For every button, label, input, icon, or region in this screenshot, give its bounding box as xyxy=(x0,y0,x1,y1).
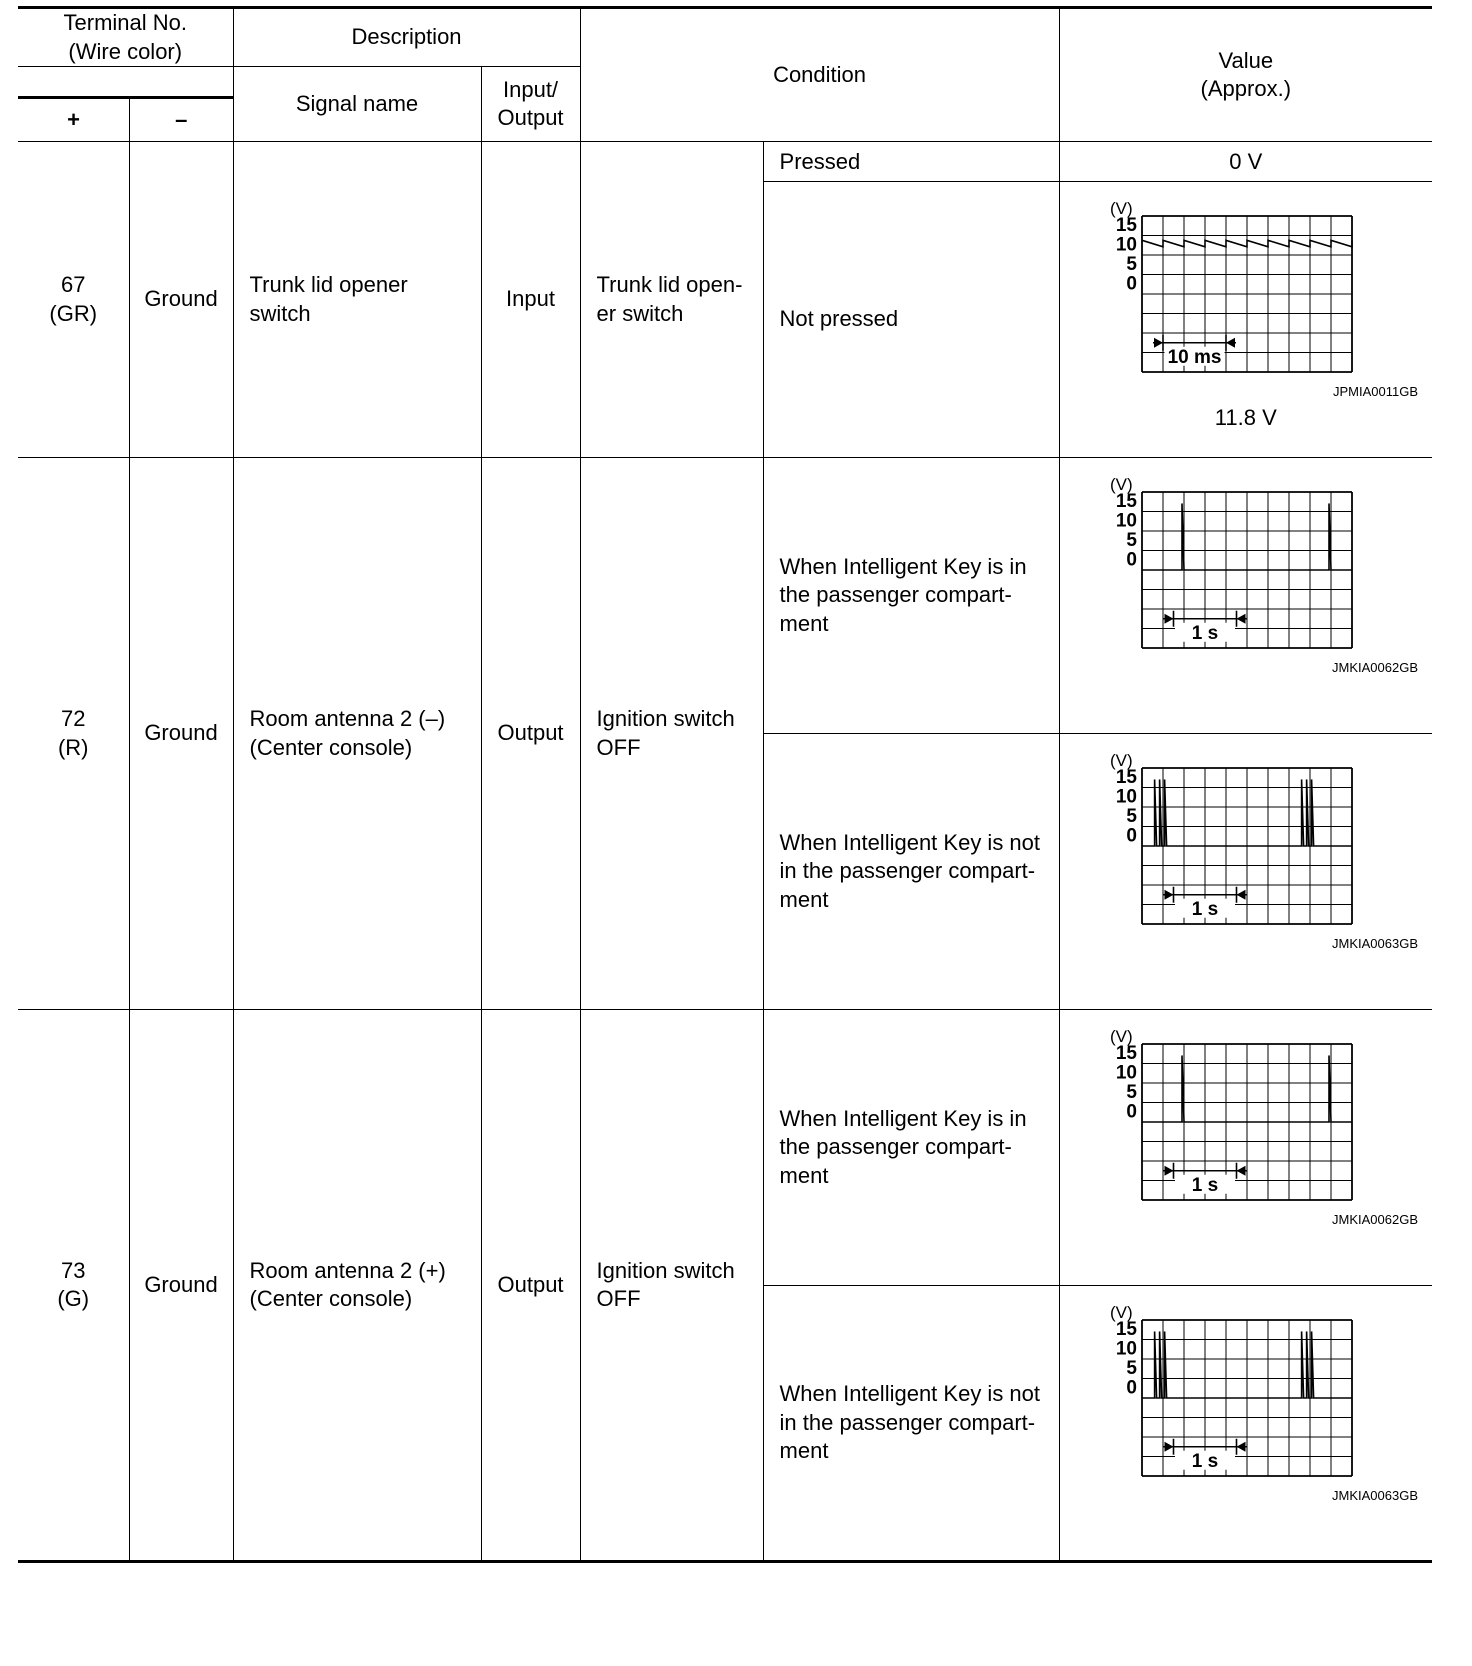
header-input-output: Input/ Output xyxy=(481,67,580,142)
waveform-time-label: 1 s xyxy=(1191,1174,1218,1196)
ground-terminal: Ground xyxy=(129,458,233,1010)
signal-name: Room antenna 2 (+) (Center console) xyxy=(233,1010,481,1562)
signal-name: Room antenna 2 (–) (Center console) xyxy=(233,458,481,1010)
waveform-y-tick: 15 xyxy=(1115,1043,1137,1065)
table-row xyxy=(18,458,1432,734)
waveform-chart xyxy=(1060,744,1420,954)
waveform-y-tick: 15 xyxy=(1115,767,1137,789)
waveform-unit-label: (V) xyxy=(1109,751,1133,771)
input-output: Output xyxy=(481,1010,580,1562)
value-cell xyxy=(1059,458,1432,734)
terminal-spec-table xyxy=(18,6,1432,1563)
condition-detail: Pressed xyxy=(763,142,1059,182)
waveform-chart xyxy=(1060,192,1420,402)
waveform-signal xyxy=(1142,241,1352,247)
waveform-chart xyxy=(1060,1296,1420,1506)
value-cell xyxy=(1059,1010,1432,1286)
waveform-time-label: 10 ms xyxy=(1167,346,1221,368)
ground-terminal: Ground xyxy=(129,142,233,458)
table-row xyxy=(18,1010,1432,1286)
waveform-y-tick: 0 xyxy=(1125,825,1137,847)
header-value: Value (Approx.) xyxy=(1059,8,1432,142)
value-cell xyxy=(1059,1286,1432,1562)
waveform-unit-label: (V) xyxy=(1109,475,1133,495)
waveform-y-tick: 5 xyxy=(1125,1082,1137,1104)
condition-main: Ignition switch OFF xyxy=(580,458,763,1010)
terminal-number: 67 (GR) xyxy=(18,142,129,458)
waveform-y-tick: 10 xyxy=(1115,1338,1137,1360)
waveform-time-label: 1 s xyxy=(1191,622,1218,644)
waveform-chart xyxy=(1060,468,1420,678)
waveform-unit-label: (V) xyxy=(1109,1303,1133,1323)
condition-main: Ignition switch OFF xyxy=(580,1010,763,1562)
waveform-y-tick: 15 xyxy=(1115,1319,1137,1341)
figure-code: JPMIA0011GB xyxy=(1332,384,1418,400)
condition-detail: Not pressed xyxy=(763,182,1059,458)
value-text: 0 V xyxy=(1229,149,1263,175)
waveform-time-label: 1 s xyxy=(1191,1450,1218,1472)
terminal-number: 72 (R) xyxy=(18,458,129,1010)
header-description: Description xyxy=(233,8,580,67)
waveform-y-tick: 10 xyxy=(1115,510,1137,532)
condition-main: Trunk lid open- er switch xyxy=(580,142,763,458)
value-cell xyxy=(1059,182,1432,458)
waveform-chart xyxy=(1060,1020,1420,1230)
waveform-y-tick: 0 xyxy=(1125,1101,1137,1123)
condition-detail: When Intelligent Key is not in the passenger compart- ment xyxy=(763,734,1059,1010)
input-output: Input xyxy=(481,142,580,458)
waveform-y-tick: 0 xyxy=(1125,549,1137,571)
terminal-number: 73 (G) xyxy=(18,1010,129,1562)
waveform-unit-label: (V) xyxy=(1109,199,1133,219)
header-plus: + xyxy=(18,99,130,141)
waveform-y-tick: 15 xyxy=(1115,491,1137,513)
waveform-y-tick: 10 xyxy=(1115,234,1137,256)
waveform-y-tick: 5 xyxy=(1125,806,1137,828)
value-cell xyxy=(1059,734,1432,1010)
condition-detail: When Intelligent Key is in the passenger compart- ment xyxy=(763,458,1059,734)
header-terminal-no: Terminal No. (Wire color) xyxy=(18,8,233,67)
condition-detail: When Intelligent Key is in the passenger compart- ment xyxy=(763,1010,1059,1286)
figure-code: JMKIA0062GB xyxy=(1331,660,1418,676)
waveform-time-label: 1 s xyxy=(1191,898,1218,920)
waveform-y-tick: 5 xyxy=(1125,254,1137,276)
waveform-y-tick: 0 xyxy=(1125,273,1137,295)
waveform-y-tick: 10 xyxy=(1115,786,1137,808)
waveform-y-tick: 5 xyxy=(1125,1358,1137,1380)
condition-detail: When Intelligent Key is not in the passenger compart- ment xyxy=(763,1286,1059,1562)
table-row xyxy=(18,142,1432,182)
signal-name: Trunk lid opener switch xyxy=(233,142,481,458)
figure-code: JMKIA0063GB xyxy=(1331,936,1418,952)
waveform-unit-label: (V) xyxy=(1109,1027,1133,1047)
waveform-y-tick: 15 xyxy=(1115,215,1137,237)
waveform-y-tick: 5 xyxy=(1125,530,1137,552)
header-terminal-sub xyxy=(18,67,233,142)
value-cell xyxy=(1059,142,1432,182)
value-text: 11.8 V xyxy=(1214,405,1277,431)
waveform-y-tick: 10 xyxy=(1115,1062,1137,1084)
ground-terminal: Ground xyxy=(129,1010,233,1562)
figure-code: JMKIA0062GB xyxy=(1331,1212,1418,1228)
header-condition: Condition xyxy=(580,8,1059,142)
waveform-time-marker xyxy=(1153,335,1236,368)
figure-code: JMKIA0063GB xyxy=(1331,1488,1418,1504)
header-minus: – xyxy=(175,106,188,132)
waveform-y-tick: 0 xyxy=(1125,1377,1137,1399)
input-output: Output xyxy=(481,458,580,1010)
header-signal-name: Signal name xyxy=(233,67,481,142)
